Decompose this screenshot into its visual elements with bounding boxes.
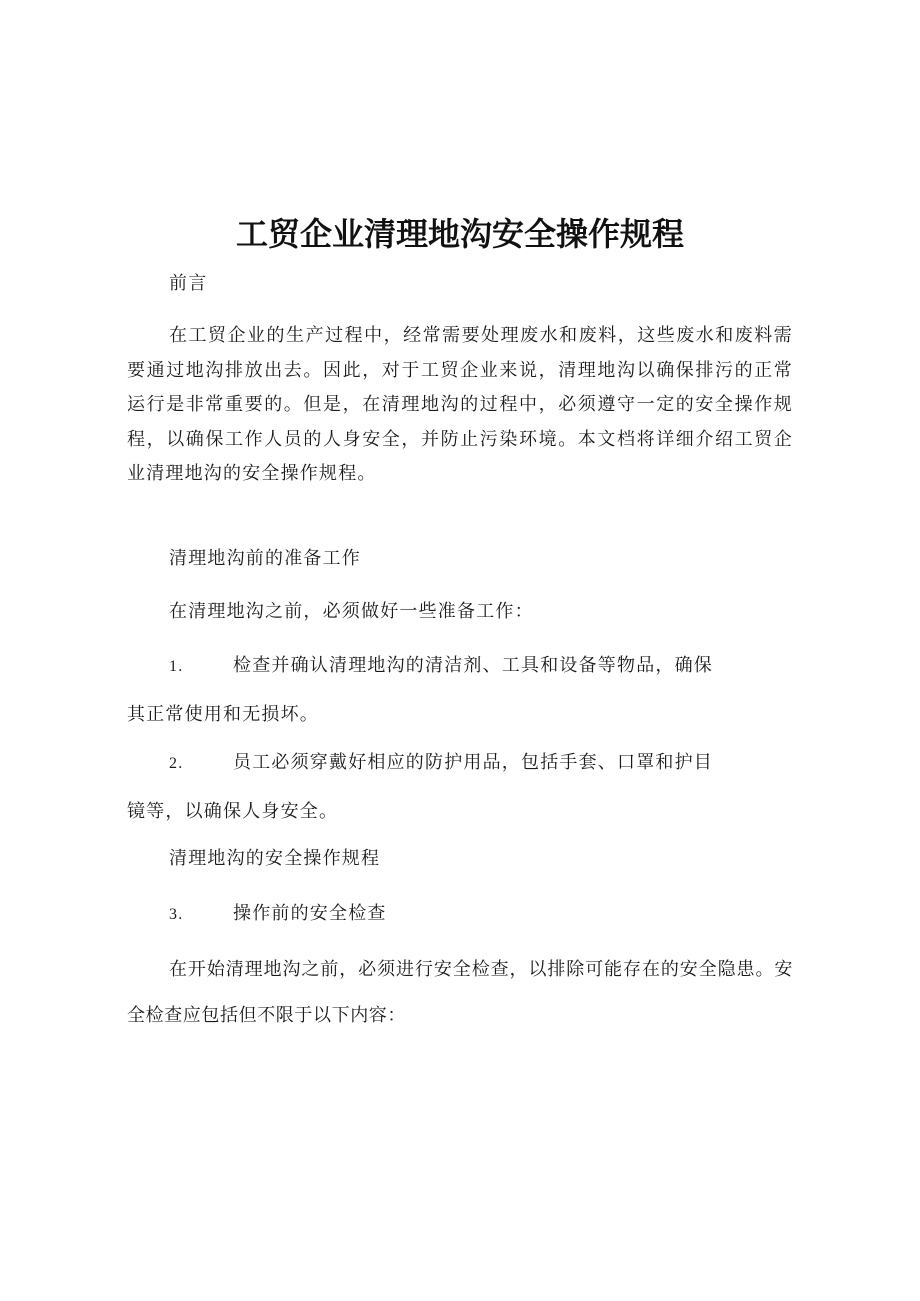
- prep-intro: 在清理地沟之前，必须做好一些准备工作：: [169, 601, 534, 622]
- prep-item-1-line2: 其正常使用和无损坏。: [127, 704, 319, 725]
- prep-heading: 清理地沟前的准备工作: [169, 548, 361, 569]
- safety-item-3-number: 3.: [169, 906, 184, 923]
- prep-item-2-line2: 镜等，以确保人身安全。: [127, 801, 339, 822]
- preface-heading: 前言: [169, 273, 208, 294]
- safety-check-paragraph: 在开始清理地沟之前，必须进行安全检查，以排除可能存在的安全隐患。安全检查应包括但不限于以下内容：: [127, 959, 793, 1026]
- prep-item-1: [127, 642, 793, 739]
- safety-item-3-line: [127, 890, 793, 939]
- prep-item-1-text: 检查并确认清理地沟的清洁剂、工具和设备等物品，确保: [233, 655, 713, 676]
- safety-item-3-text: 操作前的安全检查: [233, 903, 387, 924]
- intro-paragraph: 在工贸企业的生产过程中，经常需要处理废水和废料，这些废水和废料需要通过地沟排放出去。因此，对于工贸企业来说，清理地沟以确保排污的正常运行是非常重要的。但是，在清理地沟的过程中，必须遵守一定的安全操作规程，以确保工作人员的人身安全，并防止污染环境。本文档将详细介绍工贸企业清理地沟的安全操作规程。: [127, 325, 793, 485]
- prep-item-2-text: 员工必须穿戴好相应的防护用品，包括手套、口罩和护目: [233, 752, 713, 773]
- document-title: 工贸企业清理地沟安全操作规程: [235, 215, 684, 253]
- prep-item-2: [127, 739, 793, 836]
- safety-heading: 清理地沟的安全操作规程: [169, 848, 381, 869]
- prep-item-1-line1: [127, 642, 793, 691]
- safety-item-3: [127, 890, 793, 939]
- prep-item-2-line1: [127, 739, 793, 788]
- prep-item-1-number: 1.: [169, 658, 184, 675]
- prep-item-2-number: 2.: [169, 755, 184, 772]
